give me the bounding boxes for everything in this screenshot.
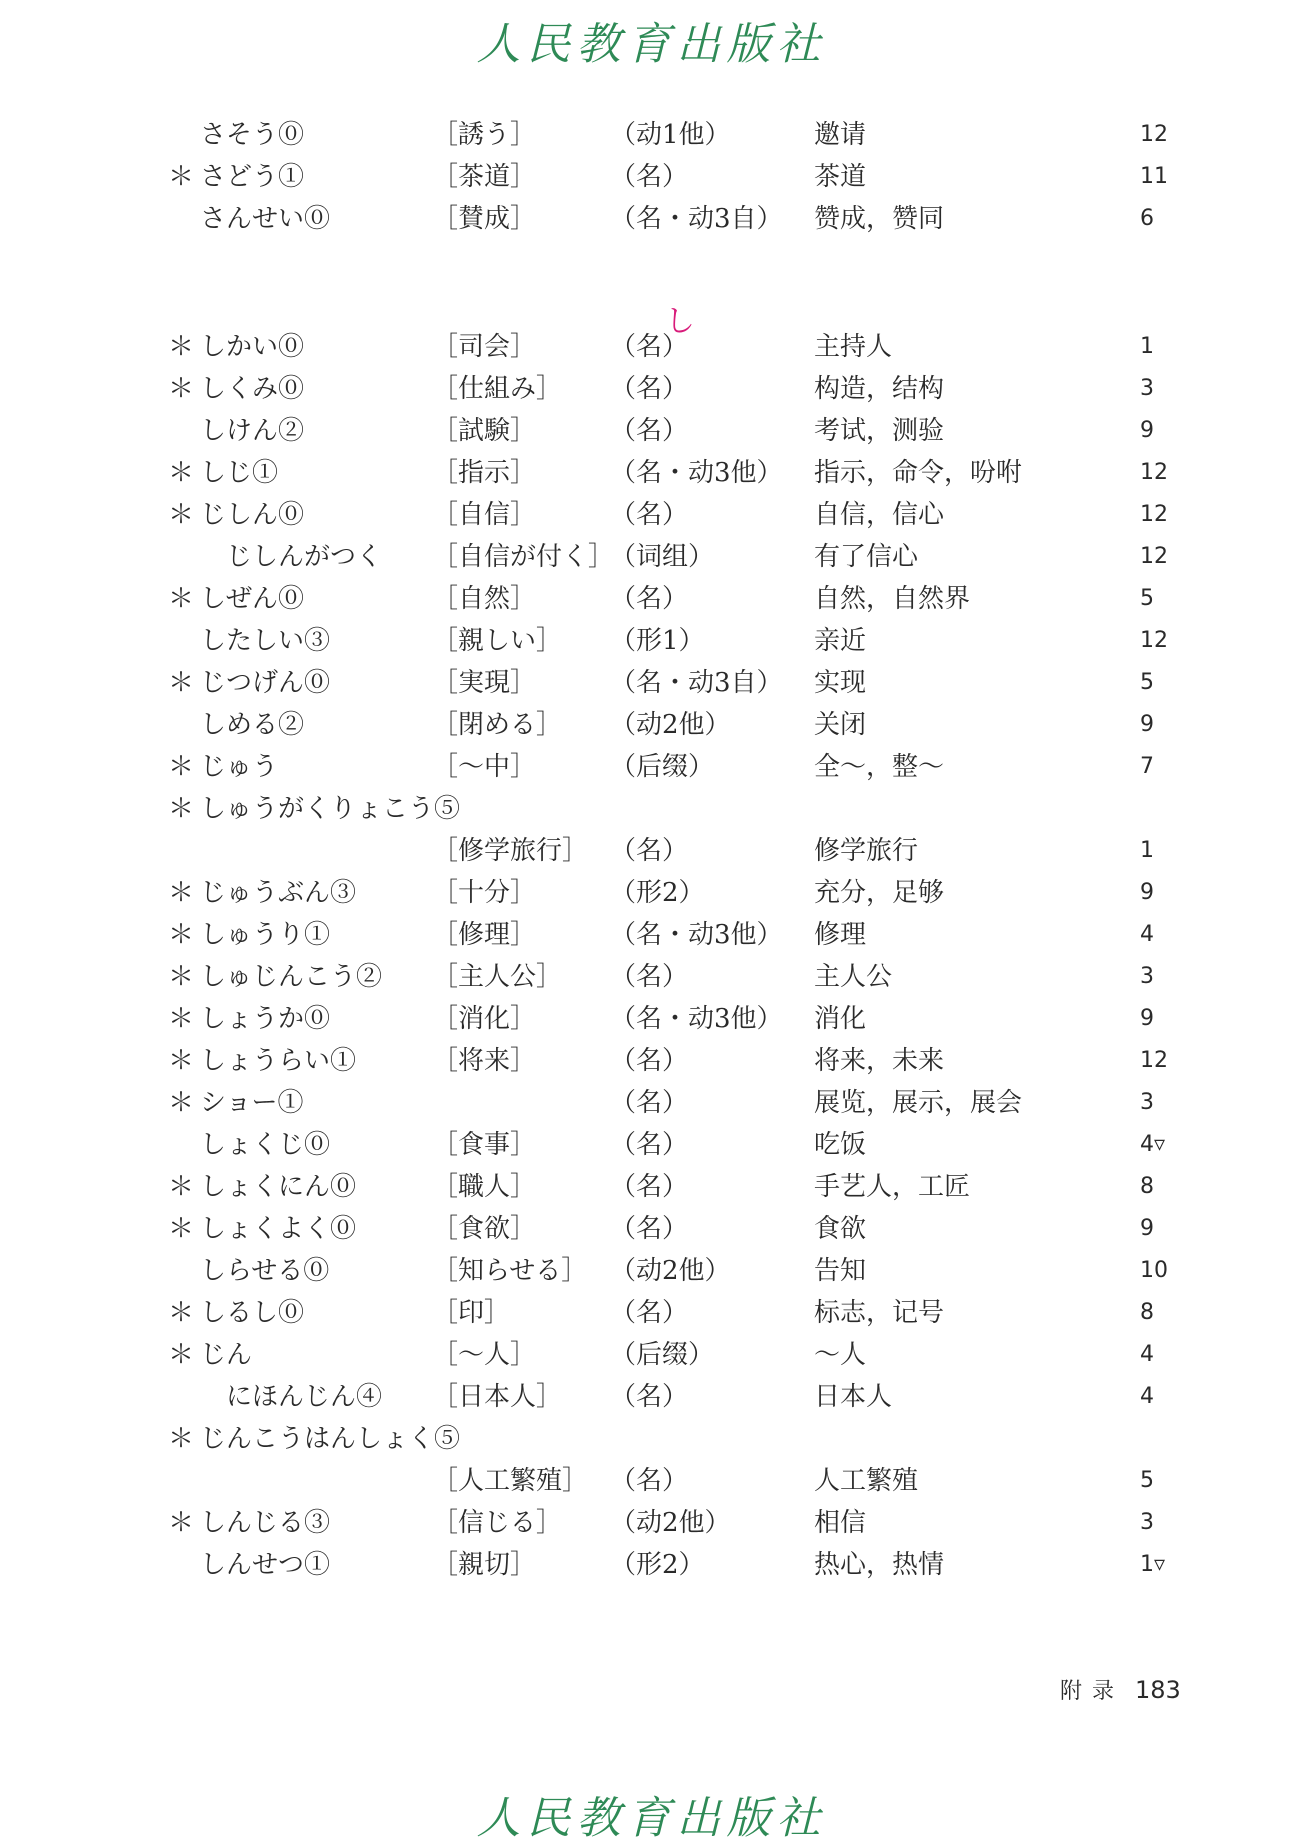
entry-pos: （名） (610, 1382, 689, 1412)
list-item (0, 579, 1303, 619)
entry-kanji: ［修理］ (432, 920, 537, 950)
entry-pos: （名） (610, 584, 689, 614)
entry-kana: しかい⓪ (200, 332, 305, 362)
publisher-logo-footer: 人民教育出版社 (476, 1793, 827, 1844)
entry-lesson: 9 (1140, 1006, 1154, 1031)
entry-kanji: ［司会］ (432, 332, 537, 362)
entry-kana: しけん② (200, 416, 305, 446)
entry-lesson: 5 (1140, 1468, 1154, 1493)
entry-lesson: 8 (1140, 1174, 1154, 1199)
entry-kana: しじ① (200, 458, 279, 488)
list-item (0, 705, 1303, 745)
entry-meaning: 热心，热情 (814, 1550, 945, 1580)
list-item (0, 1335, 1303, 1375)
entry-meaning: 食欲 (814, 1214, 867, 1244)
list-item (0, 1545, 1303, 1585)
entry-meaning: 构造，结构 (814, 374, 945, 404)
entry-lesson: 9 (1140, 1216, 1154, 1241)
entry-lesson: 4 (1140, 922, 1154, 947)
entry-mark: ＊ (168, 752, 195, 782)
entry-kanji: ［食事］ (432, 1130, 537, 1160)
list-item (0, 1209, 1303, 1249)
entry-meaning: 关闭 (814, 710, 867, 740)
entry-kanji: ［仕組み］ (432, 374, 563, 404)
entry-kanji: ［修学旅行］ (432, 836, 589, 866)
entry-pos: （名・动3他） (610, 458, 783, 488)
entry-kanji: ［賛成］ (432, 204, 537, 234)
entry-mark: ＊ (168, 1214, 195, 1244)
entry-pos: （动2他） (610, 1508, 731, 1538)
entry-kana: しょくじ⓪ (200, 1130, 331, 1160)
entry-kanji: ［指示］ (432, 458, 537, 488)
entry-lesson: 3 (1140, 1510, 1154, 1535)
entry-lesson: 12 (1140, 544, 1168, 569)
entry-pos: （名） (610, 332, 689, 362)
entry-lesson: 7 (1140, 754, 1154, 779)
entry-pos: （名） (610, 416, 689, 446)
entry-kana: しょくにん⓪ (200, 1172, 357, 1202)
entry-kanji: ［食欲］ (432, 1214, 537, 1244)
list-item (0, 915, 1303, 955)
entry-kanji: ［親しい］ (432, 626, 563, 656)
entry-kanji: ［知らせる］ (432, 1256, 588, 1286)
entry-pos: （名） (610, 162, 689, 192)
entry-meaning: 赞成，赞同 (814, 204, 945, 234)
page-footer (1060, 1672, 1181, 1710)
list-item (0, 1503, 1303, 1543)
list-item (0, 747, 1303, 787)
entry-meaning: 展览，展示，展会 (814, 1088, 1023, 1118)
entry-meaning: 亲近 (814, 626, 867, 656)
footer-label: 附录 (1060, 1679, 1125, 1704)
entry-kana: さそう⓪ (200, 120, 305, 150)
entry-kanji: ［信じる］ (432, 1508, 563, 1538)
entry-kana: さどう① (200, 162, 305, 192)
list-item (0, 537, 1303, 577)
entry-meaning: 标志，记号 (814, 1298, 945, 1328)
entry-lesson: 11 (1140, 164, 1168, 189)
entry-pos: （动1他） (610, 120, 731, 150)
entry-meaning: 日本人 (814, 1382, 893, 1412)
entry-meaning: ～人 (814, 1340, 867, 1370)
list-item (0, 1041, 1303, 1081)
list-item (0, 1419, 1303, 1459)
list-item (0, 495, 1303, 535)
list-item (0, 115, 1303, 155)
section-heading: し (665, 304, 695, 339)
entry-kanji: ［閉める］ (432, 710, 563, 740)
entry-pos: （名） (610, 1214, 689, 1244)
list-item (0, 663, 1303, 703)
entry-kana: しゅうがくりょこう⑤ (200, 794, 461, 824)
entry-mark: ＊ (168, 962, 195, 992)
entry-pos: （名・动3自） (610, 668, 783, 698)
entry-kana: しらせる⓪ (200, 1256, 330, 1286)
entry-kanji: ［主人公］ (432, 962, 563, 992)
entry-mark: ＊ (168, 374, 195, 404)
entry-lesson: 8 (1140, 1300, 1154, 1325)
list-item (0, 453, 1303, 493)
entry-kanji: ［自然］ (432, 584, 537, 614)
entry-pos: （名） (610, 1298, 689, 1328)
entry-pos: （名） (610, 1046, 689, 1076)
entry-pos: （名） (610, 1130, 689, 1160)
entry-pos: （动2他） (610, 1256, 731, 1286)
entry-lesson: 6 (1140, 206, 1154, 231)
page-number: 183 (1135, 1676, 1181, 1704)
entry-meaning: 实现 (814, 668, 867, 698)
entry-kana: しょくよく⓪ (200, 1214, 357, 1244)
entry-kana: しんじる③ (200, 1508, 331, 1538)
entry-kanji: ［誘う］ (432, 120, 537, 150)
entry-pos: （词组） (610, 542, 715, 572)
entry-kana: しめる② (200, 710, 305, 740)
entry-kana: じつげん⓪ (200, 668, 331, 698)
list-item (0, 957, 1303, 997)
entry-lesson: 5 (1140, 670, 1154, 695)
entry-lesson: 4▿ (1140, 1132, 1166, 1157)
entry-pos: （名・动3自） (610, 204, 783, 234)
entry-kana: しょうか⓪ (200, 1004, 331, 1034)
entry-pos: （动2他） (610, 710, 731, 740)
entry-lesson: 12 (1140, 122, 1168, 147)
list-item (0, 831, 1303, 871)
entry-meaning: 手艺人，工匠 (814, 1172, 971, 1202)
entry-mark: ＊ (168, 794, 195, 824)
list-item (0, 327, 1303, 367)
entry-kana: じゅうぶん③ (200, 878, 357, 908)
list-item (0, 621, 1303, 661)
entry-meaning: 充分，足够 (814, 878, 945, 908)
entry-meaning: 茶道 (814, 162, 867, 192)
entry-meaning: 告知 (814, 1256, 867, 1286)
entry-lesson: 3 (1140, 376, 1154, 401)
entry-lesson: 3 (1140, 964, 1154, 989)
entry-meaning: 邀请 (814, 120, 867, 150)
entry-kana: じしんがつく (226, 542, 383, 572)
entry-lesson: 1 (1140, 334, 1154, 359)
entry-kana: しゅじんこう② (200, 962, 383, 992)
entry-pos: （名・动3他） (610, 1004, 783, 1034)
entry-meaning: 自信，信心 (814, 500, 945, 530)
entry-kana: さんせい⓪ (200, 204, 331, 234)
list-item (0, 1083, 1303, 1123)
entry-pos: （后缀） (610, 752, 715, 782)
entry-lesson: 12 (1140, 1048, 1168, 1073)
entry-pos: （形2） (610, 1550, 705, 1580)
entry-lesson: 5 (1140, 586, 1154, 611)
entry-lesson: 12 (1140, 502, 1168, 527)
entry-kanji: ［実現］ (432, 668, 537, 698)
entry-mark: ＊ (168, 584, 195, 614)
entry-kanji: ［消化］ (432, 1004, 537, 1034)
entry-pos: （名） (610, 836, 689, 866)
entry-kana: じゅう (200, 752, 279, 782)
list-item (0, 999, 1303, 1039)
entry-pos: （后缀） (610, 1340, 715, 1370)
list-item (0, 1377, 1303, 1417)
entry-mark: ＊ (168, 1046, 195, 1076)
entry-kanji: ［親切］ (432, 1550, 537, 1580)
entry-lesson: 4 (1140, 1342, 1154, 1367)
entry-mark: ＊ (168, 1424, 195, 1454)
entry-pos: （名） (610, 1088, 689, 1118)
list-item (0, 157, 1303, 197)
entry-kanji: ［茶道］ (432, 162, 537, 192)
entry-pos: （名・动3他） (610, 920, 783, 950)
entry-mark: ＊ (168, 1172, 195, 1202)
entry-kanji: ［将来］ (432, 1046, 537, 1076)
entry-kanji: ［試験］ (432, 416, 537, 446)
entry-mark: ＊ (168, 1298, 195, 1328)
entry-lesson: 12 (1140, 460, 1168, 485)
entry-meaning: 主持人 (814, 332, 893, 362)
entry-kanji: ［自信］ (432, 500, 537, 530)
entry-kana: しゅうり① (200, 920, 331, 950)
entry-kanji: ［職人］ (432, 1172, 537, 1202)
entry-kana: にほんじん④ (226, 1382, 383, 1412)
entry-meaning: 将来，未来 (814, 1046, 945, 1076)
list-item (0, 789, 1303, 829)
entry-pos: （名） (610, 374, 689, 404)
entry-mark: ＊ (168, 332, 195, 362)
entry-kana: しんせつ① (200, 1550, 331, 1580)
entry-mark: ＊ (168, 1340, 195, 1370)
entry-pos: （名） (610, 1172, 689, 1202)
entry-meaning: 吃饭 (814, 1130, 867, 1160)
list-item (0, 1251, 1303, 1291)
entry-kanji: ［～中］ (432, 752, 537, 782)
entry-kana: じしん⓪ (200, 500, 305, 530)
entry-kanji: ［印］ (432, 1298, 511, 1328)
entry-mark: ＊ (168, 1088, 195, 1118)
entry-lesson: 4 (1140, 1384, 1154, 1409)
entry-pos: （形2） (610, 878, 705, 908)
entry-meaning: 考试，测验 (814, 416, 945, 446)
list-item (0, 369, 1303, 409)
entry-kana: しぜん⓪ (200, 584, 305, 614)
entry-mark: ＊ (168, 878, 195, 908)
entry-pos: （形1） (610, 626, 705, 656)
list-item (0, 411, 1303, 451)
entry-kana: しくみ⓪ (200, 374, 305, 404)
entry-meaning: 自然，自然界 (814, 584, 971, 614)
entry-meaning: 主人公 (814, 962, 893, 992)
list-item (0, 1293, 1303, 1333)
entry-lesson: 9 (1140, 418, 1154, 443)
publisher-logo: 人民教育出版社 (476, 19, 827, 70)
entry-kana: したしい③ (200, 626, 331, 656)
entry-lesson: 1▿ (1140, 1552, 1166, 1577)
entry-kana: しるし⓪ (200, 1298, 305, 1328)
entry-mark: ＊ (168, 1508, 195, 1538)
entry-pos: （名） (610, 1466, 689, 1496)
entry-mark: ＊ (168, 1004, 195, 1034)
entry-meaning: 相信 (814, 1508, 867, 1538)
entry-mark: ＊ (168, 162, 195, 192)
entry-lesson: 3 (1140, 1090, 1154, 1115)
entry-lesson: 9 (1140, 880, 1154, 905)
entry-kanji: ［自信が付く］ (432, 542, 615, 572)
list-item (0, 199, 1303, 239)
entry-kanji: ［～人］ (432, 1340, 537, 1370)
entry-pos: （名） (610, 500, 689, 530)
entry-lesson: 9 (1140, 712, 1154, 737)
entry-meaning: 消化 (814, 1004, 867, 1034)
entry-meaning: 修学旅行 (814, 836, 919, 866)
entry-lesson: 10 (1140, 1258, 1168, 1283)
entry-kana: じんこうはんしょく⑤ (200, 1424, 461, 1454)
entry-kana: しょうらい① (200, 1046, 357, 1076)
entry-lesson: 1 (1140, 838, 1154, 863)
entry-meaning: 修理 (814, 920, 867, 950)
list-item (0, 1125, 1303, 1165)
entry-kanji: ［日本人］ (432, 1382, 563, 1412)
entry-meaning: 全～，整～ (814, 752, 945, 782)
entry-kana: ショー① (200, 1088, 304, 1118)
entry-pos: （名） (610, 962, 689, 992)
list-item (0, 1167, 1303, 1207)
entry-kanji: ［人工繁殖］ (432, 1466, 589, 1496)
entry-mark: ＊ (168, 458, 195, 488)
entry-meaning: 人工繁殖 (814, 1466, 919, 1496)
entry-lesson: 12 (1140, 628, 1168, 653)
entry-mark: ＊ (168, 668, 195, 698)
entry-kana: じん (200, 1340, 253, 1370)
entry-mark: ＊ (168, 500, 195, 530)
entry-mark: ＊ (168, 920, 195, 950)
list-item (0, 1461, 1303, 1501)
entry-kanji: ［十分］ (432, 878, 537, 908)
entry-meaning: 指示，命令，吩咐 (814, 458, 1023, 488)
entry-meaning: 有了信心 (814, 542, 919, 572)
list-item (0, 873, 1303, 913)
